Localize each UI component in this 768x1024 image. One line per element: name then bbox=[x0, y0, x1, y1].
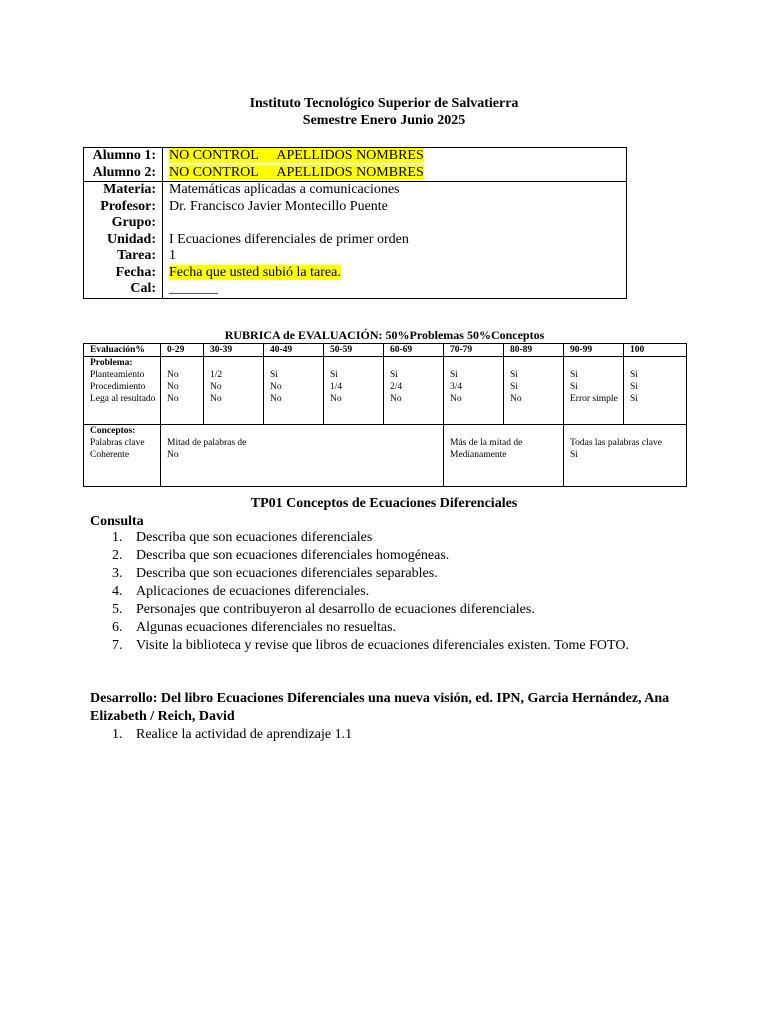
rubric-problem-cell bbox=[324, 357, 384, 425]
unidad-value: I Ecuaciones diferenciales de primer orden bbox=[169, 231, 409, 247]
cal-label: Cal: bbox=[84, 281, 163, 298]
semester-title: Semestre Enero Junio 2025 bbox=[302, 113, 466, 128]
info-row bbox=[84, 248, 627, 265]
rubric-value: No bbox=[167, 370, 179, 380]
rubric-problem-cell bbox=[264, 357, 324, 425]
criterion: Lega al resultado bbox=[90, 394, 156, 404]
questions-list bbox=[90, 529, 629, 655]
list-item: 1. Realice la actividad de aprendizaje 1.1 bbox=[112, 727, 353, 742]
concept-value: Si bbox=[570, 450, 578, 460]
rubric-concept-criteria bbox=[84, 425, 161, 487]
cell-spacer bbox=[270, 357, 319, 369]
criterion: Palabras clave bbox=[90, 438, 145, 448]
rubric-value: 3/4 bbox=[450, 382, 463, 392]
fecha-value bbox=[163, 265, 627, 282]
rubric-header-row bbox=[84, 344, 687, 357]
student-2-value bbox=[163, 165, 627, 182]
rubric-value: Si bbox=[570, 382, 578, 392]
concept-value: No bbox=[167, 450, 179, 460]
rubric-value: No bbox=[167, 394, 179, 404]
rubric-value: 1/2 bbox=[210, 370, 223, 380]
question-text: Describa que son ecuaciones diferenciales bbox=[136, 530, 373, 545]
concept-group-cell bbox=[161, 425, 444, 487]
rubric-value: Si bbox=[510, 382, 518, 392]
list-item: 4. Aplicaciones de ecuaciones diferenciales. bbox=[112, 584, 370, 599]
tarea-value: 1 bbox=[169, 248, 176, 263]
rubric-header: 0-29 bbox=[161, 344, 204, 357]
problem-label: Problema: bbox=[90, 358, 133, 368]
fecha-highlight: Fecha que usted subió la tarea. bbox=[169, 264, 341, 280]
institution-title: Instituto Tecnológico Superior de Salvatierra bbox=[249, 96, 519, 111]
list-item: 5. Personajes que contribuyeron al desarrollo de ecuaciones diferenciales. bbox=[112, 602, 535, 617]
concept-value: Medianamente bbox=[450, 450, 507, 460]
concept-value: Todas las palabras clave bbox=[570, 438, 662, 448]
rubric-value: Si bbox=[330, 370, 338, 380]
unidad-label: Unidad: bbox=[84, 232, 163, 249]
rubric-value: No bbox=[510, 394, 522, 404]
rubric-problem-cell bbox=[504, 357, 564, 425]
rubric-value: No bbox=[450, 394, 462, 404]
student-1-names: APELLIDOS NOMBRES bbox=[276, 148, 424, 163]
student-2-names: APELLIDOS NOMBRES bbox=[276, 164, 424, 180]
student-row bbox=[84, 148, 627, 165]
rubric-header: 70-79 bbox=[444, 344, 504, 357]
info-row bbox=[84, 281, 627, 298]
rubric-value: Si bbox=[270, 370, 278, 380]
cell-spacer bbox=[330, 357, 379, 369]
rubric-header: 80-89 bbox=[504, 344, 564, 357]
rubric-value: Error simple bbox=[570, 394, 618, 404]
concept-group-cell bbox=[444, 425, 564, 487]
cell-spacer bbox=[570, 357, 619, 369]
rubric-header: 30-39 bbox=[204, 344, 264, 357]
rubric-header: 90-99 bbox=[564, 344, 624, 357]
rubric-value: 1/4 bbox=[330, 382, 343, 392]
activity-text: Realice la actividad de aprendizaje 1.1 bbox=[136, 727, 353, 742]
rubric-title: RUBRICA de EVALUACIÓN: 50%Problemas 50%Conceptos bbox=[224, 328, 545, 342]
activities-list bbox=[90, 726, 352, 744]
rubric-value: Si bbox=[630, 382, 638, 392]
rubric-header: 60-69 bbox=[384, 344, 444, 357]
rubric-table bbox=[83, 343, 687, 487]
rubric-value: Si bbox=[570, 370, 578, 380]
student-1-value bbox=[163, 148, 627, 165]
materia-label: Materia: bbox=[84, 182, 163, 199]
cell-spacer bbox=[510, 357, 559, 369]
rubric-value: Si bbox=[630, 394, 638, 404]
rubric-value: Si bbox=[450, 370, 458, 380]
concept-group-cell bbox=[564, 425, 687, 487]
criterion: Planteamiento bbox=[90, 370, 145, 380]
profesor-label: Profesor: bbox=[84, 199, 163, 216]
cell-spacer bbox=[390, 357, 439, 369]
rubric-header: Evaluación% bbox=[84, 344, 161, 357]
consulta-heading: Consulta bbox=[90, 514, 144, 529]
student-1-control: NO CONTROL bbox=[169, 148, 259, 163]
rubric-value: No bbox=[330, 394, 342, 404]
rubric-value: Si bbox=[390, 370, 398, 380]
student-2-control: NO CONTROL bbox=[169, 164, 259, 180]
question-text: Describa que son ecuaciones diferenciales separables. bbox=[136, 566, 438, 581]
rubric-header: 100 bbox=[624, 344, 687, 357]
question-text: Aplicaciones de ecuaciones diferenciales. bbox=[136, 584, 370, 599]
rubric-value: No bbox=[390, 394, 402, 404]
rubric-value: No bbox=[270, 382, 282, 392]
student-info-table bbox=[83, 147, 627, 299]
criterion: Procedimiento bbox=[90, 382, 146, 392]
fecha-label: Fecha: bbox=[84, 265, 163, 282]
rubric-problem-cell bbox=[564, 357, 624, 425]
rubric-problem-cell bbox=[384, 357, 444, 425]
list-item: 2. Describa que son ecuaciones diferenciales homogéneas. bbox=[112, 548, 450, 563]
criterion: Coherente bbox=[90, 450, 130, 460]
rubric-value: No bbox=[270, 394, 282, 404]
rubric-header: 50-59 bbox=[324, 344, 384, 357]
cell-spacer bbox=[450, 357, 499, 369]
student-2-highlight bbox=[169, 165, 424, 180]
concept-value: Más de la mitad de bbox=[450, 438, 523, 448]
info-row bbox=[84, 232, 627, 249]
list-item: 3. Describa que son ecuaciones diferenciales separables. bbox=[112, 566, 438, 581]
rubric-value: 2/4 bbox=[390, 382, 403, 392]
grupo-value bbox=[163, 215, 627, 232]
concept-label: Conceptos: bbox=[90, 426, 136, 436]
desarrollo-heading: Desarrollo: Del libro Ecuaciones Diferenciales una nueva visión, ed. IPN, Garcia Hernández, Ana Elizabeth / Reich, David bbox=[90, 691, 670, 724]
student-2-label: Alumno 2: bbox=[84, 165, 163, 182]
list-item: 7. Visite la biblioteca y revise que libros de ecuaciones diferenciales existen. Tome FOTO. bbox=[112, 638, 629, 653]
question-text: Personajes que contribuyeron al desarrollo de ecuaciones diferenciales. bbox=[136, 602, 535, 617]
rubric-value: No bbox=[210, 394, 222, 404]
rubric-concept-row bbox=[84, 425, 687, 487]
rubric-value: Si bbox=[630, 370, 638, 380]
cell-spacer bbox=[210, 357, 259, 369]
info-row bbox=[84, 182, 627, 199]
rubric-value: Si bbox=[510, 370, 518, 380]
rubric-problem-cell bbox=[624, 357, 687, 425]
rubric-value: No bbox=[210, 382, 222, 392]
rubric-problem-cell bbox=[444, 357, 504, 425]
rubric-problem-criteria bbox=[84, 357, 161, 425]
rubric-problem-cell bbox=[161, 357, 204, 425]
grupo-label: Grupo: bbox=[84, 215, 163, 232]
rubric-problem-row bbox=[84, 357, 687, 425]
student-1-label: Alumno 1: bbox=[84, 148, 163, 165]
student-1-highlight bbox=[169, 148, 424, 163]
rubric-header: 40-49 bbox=[264, 344, 324, 357]
cell-spacer bbox=[167, 357, 199, 369]
materia-value: Matemáticas aplicadas a comunicaciones bbox=[163, 182, 627, 199]
cell-spacer bbox=[630, 357, 682, 369]
rubric-problem-cell bbox=[204, 357, 264, 425]
student-row bbox=[84, 165, 627, 182]
cal-value: _______ bbox=[169, 281, 218, 296]
question-text: Visite la biblioteca y revise que libros de ecuaciones diferenciales existen. Tome FOTO. bbox=[136, 638, 629, 653]
list-item: 6. Algunas ecuaciones diferenciales no resueltas. bbox=[112, 620, 397, 635]
profesor-value: Dr. Francisco Javier Montecillo Puente bbox=[169, 198, 388, 214]
list-item: 1. Describa que son ecuaciones diferenciales bbox=[112, 530, 373, 545]
info-row bbox=[84, 265, 627, 282]
tarea-label: Tarea: bbox=[84, 248, 163, 265]
question-text: Algunas ecuaciones diferenciales no resueltas. bbox=[136, 620, 397, 635]
assignment-title: TP01 Conceptos de Ecuaciones Diferenciales bbox=[250, 496, 518, 511]
question-text: Describa que son ecuaciones diferenciales homogéneas. bbox=[136, 548, 450, 563]
rubric-value: No bbox=[167, 382, 179, 392]
concept-value: Mitad de palabras de bbox=[167, 438, 247, 448]
info-row bbox=[84, 199, 627, 216]
info-row bbox=[84, 215, 627, 232]
